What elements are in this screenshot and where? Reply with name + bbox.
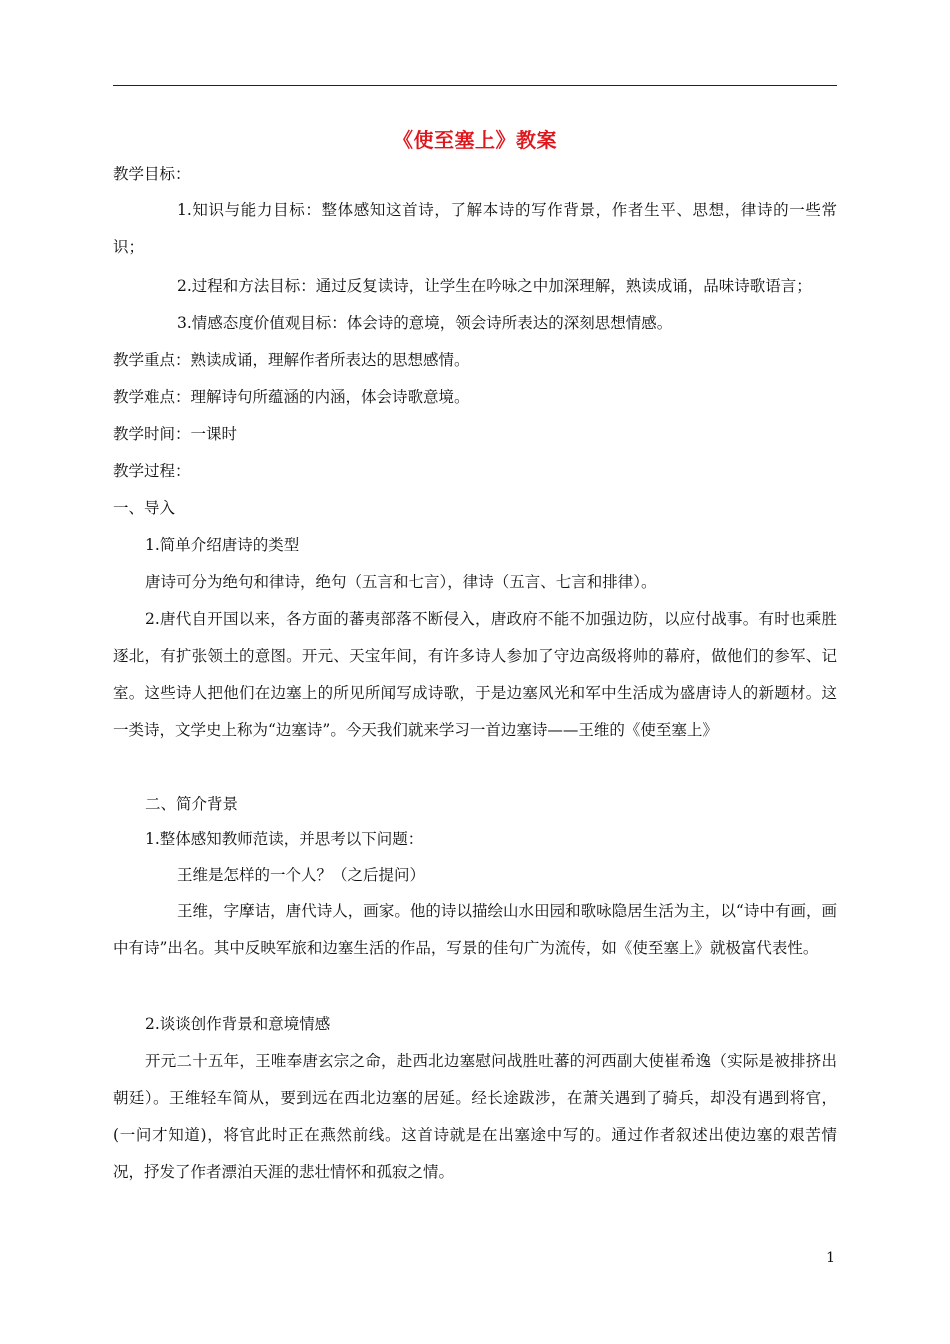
goals-label: 教学目标： [113,165,191,183]
section-2-heading: 二、简介背景 [145,795,239,813]
teaching-time: 教学时间：一课时 [113,425,238,443]
section-1-item-1-text: 唐诗可分为绝句和律诗，绝句（五言和七言），律诗（五言、七言和排律）。 [145,573,657,591]
goal-1: 1.知识与能力目标：整体感知这首诗，了解本诗的写作背景，作者生平、思想，律诗的一些常识； [113,201,837,256]
process-label: 教学过程： [113,462,191,480]
section-2-item-1: 1.整体感知教师范读，并思考以下问题： [145,830,424,848]
page-number: 1 [826,1250,835,1266]
goal-2: 2.过程和方法目标：通过反复读诗，让学生在吟咏之中加深理解，熟读成诵，品味诗歌语言； [177,277,812,295]
section-2-question: 王维是怎样的一个人？（之后提问） [177,866,426,884]
section-2-item-2: 2.谈谈创作背景和意境情感 [145,1015,331,1033]
section-1-item-2: 2.唐代自开国以来，各方面的蕃夷部落不断侵入，唐政府不能不加强边防，以应付战事。有时也乘胜逐北，有扩张领土的意图。开元、天宝年间，有许多诗人参加了守边高级将帅的幕府，做他们的参军、记室。这些诗人把他们在边塞上的所见所闻写成诗歌，于是边塞风光和军中生活成为盛唐诗人的新题材。这一类诗，文学史上称为“边塞诗”。今天我们就来学习一首边塞诗——王维的《使至塞上》 [113,610,837,739]
section-2-answer: 王维，字摩诘，唐代诗人，画家。他的诗以描绘山水田园和歌咏隐居生活为主，以“诗中有画，画中有诗”出名。其中反映军旅和边塞生活的作品，写景的佳句广为流传，如《使至塞上》就极富代表性。 [113,902,837,957]
section-1-item-1: 1.简单介绍唐诗的类型 [145,536,300,554]
goal-3: 3.情感态度价值观目标：体会诗的意境，领会诗所表达的深刻思想情感。 [177,314,673,332]
section-2-item-2-text: 开元二十五年，王唯奉唐玄宗之命，赴西北边塞慰问战胜吐蕃的河西副大使崔希逸（实际是被排挤出朝廷）。王维轻车简从，要到远在西北边塞的居延。经长途跋涉，在萧关遇到了骑兵，却没有遇到将官，(一问才知道)，将官此时正在燕然前线。这首诗就是在出塞途中写的。通过作者叙述出使边塞的艰苦情况，抒发了作者漂泊天涯的悲壮情怀和孤寂之情。 [113,1052,837,1181]
page-title: 《使至塞上》教案 [393,128,557,152]
header-rule [113,85,837,86]
difficulty: 教学难点：理解诗句所蕴涵的内涵，体会诗歌意境。 [113,388,470,406]
key-points: 教学重点：熟读成诵，理解作者所表达的思想感情。 [113,351,470,369]
section-1-heading: 一、导入 [113,499,176,517]
